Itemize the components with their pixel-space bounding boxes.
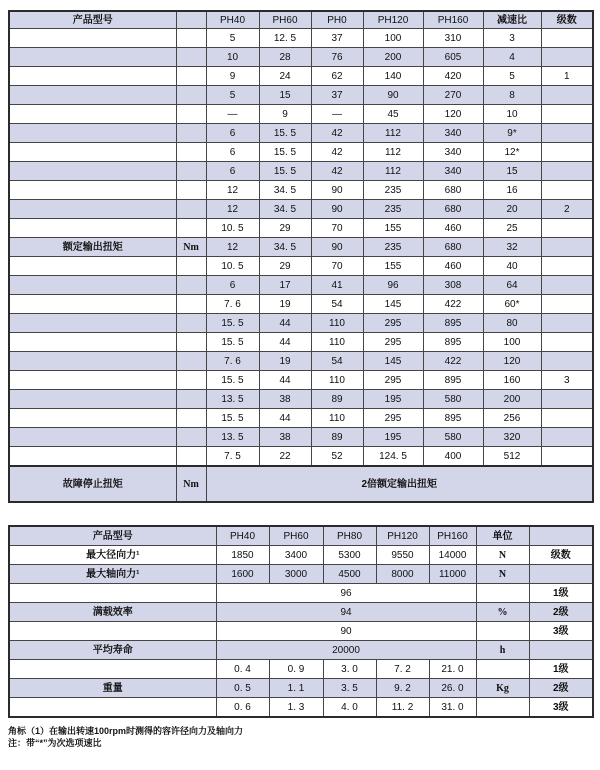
stage-cell <box>541 390 593 409</box>
value-cell: 17 <box>259 276 311 295</box>
value-cell: 605 <box>423 48 483 67</box>
value-cell: 308 <box>423 276 483 295</box>
value-cell: 34. 5 <box>259 200 311 219</box>
value-cell: 422 <box>423 352 483 371</box>
value-cell: 270 <box>423 86 483 105</box>
stage-cell <box>541 143 593 162</box>
value-cell: 54 <box>311 352 363 371</box>
value-cell: 13. 5 <box>206 428 259 447</box>
value-cell: 70 <box>311 257 363 276</box>
unit-cell <box>176 143 206 162</box>
stage-cell <box>541 447 593 467</box>
ratio-cell: 10 <box>483 105 541 124</box>
value-cell: 54 <box>311 295 363 314</box>
unit-cell <box>476 584 529 603</box>
value-cell: 6 <box>206 124 259 143</box>
stage-label-cell: 1级 <box>529 660 593 679</box>
unit-cell <box>176 257 206 276</box>
stage-cell <box>541 48 593 67</box>
row-group-label <box>9 295 176 314</box>
value-cell: 422 <box>423 295 483 314</box>
ratio-cell: 32 <box>483 238 541 257</box>
value-cell: 195 <box>363 390 423 409</box>
unit-cell <box>176 67 206 86</box>
value-cell: 15. 5 <box>206 333 259 352</box>
ratio-cell: 12* <box>483 143 541 162</box>
row-group-label <box>9 314 176 333</box>
ratio-cell: 256 <box>483 409 541 428</box>
value-cell: 155 <box>363 257 423 276</box>
ratio-cell: 8 <box>483 86 541 105</box>
value-cell: 0. 4 <box>216 660 269 679</box>
unit-cell <box>176 124 206 143</box>
value-cell: 112 <box>363 143 423 162</box>
row-group-label <box>9 276 176 295</box>
row-group-label: 额定输出扭矩 <box>9 238 176 257</box>
row-group-label <box>9 124 176 143</box>
value-cell: 460 <box>423 257 483 276</box>
column-header: PH160 <box>423 11 483 29</box>
value-cell: 7. 6 <box>206 352 259 371</box>
ratio-cell: 25 <box>483 219 541 238</box>
value-cell: 460 <box>423 219 483 238</box>
column-header: PH120 <box>376 526 429 546</box>
unit-cell <box>176 314 206 333</box>
value-cell: 12 <box>206 238 259 257</box>
value-cell: 124. 5 <box>363 447 423 467</box>
column-header: 单位 <box>476 526 529 546</box>
value-cell: 41 <box>311 276 363 295</box>
value-cell: 34. 5 <box>259 238 311 257</box>
value-cell: 90 <box>216 622 476 641</box>
row-group-label <box>9 390 176 409</box>
value-cell: 7. 6 <box>206 295 259 314</box>
row-group-label <box>9 29 176 48</box>
value-cell: 6 <box>206 143 259 162</box>
value-cell: 295 <box>363 371 423 390</box>
value-cell: 680 <box>423 200 483 219</box>
stage-cell <box>541 295 593 314</box>
value-cell: 9 <box>259 105 311 124</box>
value-cell: 680 <box>423 238 483 257</box>
unit-cell <box>176 48 206 67</box>
value-cell: 10. 5 <box>206 257 259 276</box>
row-group-label <box>9 181 176 200</box>
value-cell: 9550 <box>376 546 429 565</box>
value-cell: 6 <box>206 276 259 295</box>
value-cell: 110 <box>311 409 363 428</box>
value-cell: — <box>311 105 363 124</box>
value-cell: 21. 0 <box>429 660 476 679</box>
column-header: PH0 <box>311 11 363 29</box>
value-cell: 235 <box>363 200 423 219</box>
ratio-cell: 120 <box>483 352 541 371</box>
value-cell: 52 <box>311 447 363 467</box>
value-cell: 26. 0 <box>429 679 476 698</box>
value-cell: 90 <box>311 181 363 200</box>
ratio-cell: 3 <box>483 29 541 48</box>
value-cell: 295 <box>363 409 423 428</box>
unit-cell <box>176 352 206 371</box>
value-cell: 9. 2 <box>376 679 429 698</box>
value-cell: 10. 5 <box>206 219 259 238</box>
value-cell: 70 <box>311 219 363 238</box>
stage-cell <box>541 314 593 333</box>
value-cell: 895 <box>423 333 483 352</box>
row-group-label <box>9 200 176 219</box>
value-cell: 76 <box>311 48 363 67</box>
stage-cell: 3 <box>541 371 593 390</box>
product-model-header: 产品型号 <box>9 526 216 546</box>
value-cell: 112 <box>363 162 423 181</box>
stage-cell <box>541 428 593 447</box>
value-cell: 44 <box>259 333 311 352</box>
value-cell: 9 <box>206 67 259 86</box>
value-cell: 38 <box>259 428 311 447</box>
stage-cell <box>541 257 593 276</box>
value-cell: 42 <box>311 162 363 181</box>
value-cell: 96 <box>216 584 476 603</box>
value-cell: 15. 5 <box>206 314 259 333</box>
value-cell: 31. 0 <box>429 698 476 718</box>
value-cell: 580 <box>423 390 483 409</box>
value-cell: 120 <box>423 105 483 124</box>
value-cell: 145 <box>363 352 423 371</box>
value-cell: 5 <box>206 86 259 105</box>
value-cell: 420 <box>423 67 483 86</box>
row-label: 最大轴向力¹ <box>9 565 216 584</box>
unit-cell: N <box>476 546 529 565</box>
unit-cell <box>176 371 206 390</box>
value-cell: 19 <box>259 295 311 314</box>
stage-label-cell: 1级 <box>529 584 593 603</box>
value-cell: 12 <box>206 181 259 200</box>
value-cell: 37 <box>311 86 363 105</box>
spec-sheet-page <box>8 10 592 749</box>
unit-cell <box>176 200 206 219</box>
value-cell: 235 <box>363 181 423 200</box>
unit-cell <box>176 295 206 314</box>
value-cell: 0. 9 <box>269 660 323 679</box>
footnote-asterisk: 注：带“*”为次选项速比 <box>8 738 102 748</box>
ratio-cell: 512 <box>483 447 541 467</box>
value-cell: 62 <box>311 67 363 86</box>
ratio-cell: 15 <box>483 162 541 181</box>
unit-cell: N <box>476 565 529 584</box>
value-cell: 44 <box>259 314 311 333</box>
row-group-label: 满载效率 <box>9 603 216 622</box>
value-cell: 44 <box>259 371 311 390</box>
unit-cell <box>176 29 206 48</box>
unit-cell <box>176 86 206 105</box>
row-group-label <box>9 352 176 371</box>
stage-cell <box>541 333 593 352</box>
value-cell: 895 <box>423 314 483 333</box>
value-cell: 15 <box>259 86 311 105</box>
row-group-label <box>9 660 216 679</box>
value-cell: 14000 <box>429 546 476 565</box>
stage-cell: 1 <box>541 67 593 86</box>
row-group-label <box>9 371 176 390</box>
stage-cell <box>541 238 593 257</box>
value-cell: — <box>206 105 259 124</box>
value-cell: 15. 5 <box>259 162 311 181</box>
value-cell: 340 <box>423 124 483 143</box>
value-cell: 3000 <box>269 565 323 584</box>
ratio-cell: 5 <box>483 67 541 86</box>
unit-cell <box>176 428 206 447</box>
value-cell: 295 <box>363 333 423 352</box>
unit-cell <box>176 105 206 124</box>
stage-cell <box>541 29 593 48</box>
value-cell: 28 <box>259 48 311 67</box>
column-header: PH60 <box>269 526 323 546</box>
unit-cell <box>176 447 206 467</box>
value-cell: 15. 5 <box>259 143 311 162</box>
value-cell: 89 <box>311 390 363 409</box>
value-cell: 4500 <box>323 565 376 584</box>
row-group-label <box>9 86 176 105</box>
stage-cell <box>541 86 593 105</box>
value-cell: 15. 5 <box>206 371 259 390</box>
footer-unit: Nm <box>176 466 206 502</box>
row-group-label <box>9 67 176 86</box>
value-cell: 680 <box>423 181 483 200</box>
unit-cell <box>176 333 206 352</box>
value-cell: 1. 1 <box>269 679 323 698</box>
column-header: 减速比 <box>483 11 541 29</box>
stage-cell <box>541 409 593 428</box>
value-cell: 5300 <box>323 546 376 565</box>
value-cell: 42 <box>311 143 363 162</box>
ratio-cell: 4 <box>483 48 541 67</box>
value-cell: 340 <box>423 162 483 181</box>
value-cell: 155 <box>363 219 423 238</box>
capacity-table <box>8 525 594 718</box>
value-cell: 112 <box>363 124 423 143</box>
row-group-label <box>9 447 176 467</box>
row-group-label <box>9 143 176 162</box>
stage-label-cell: 2级 <box>529 603 593 622</box>
row-group-label: 重量 <box>9 679 216 698</box>
value-cell: 22 <box>259 447 311 467</box>
unit-cell <box>176 181 206 200</box>
value-cell: 12. 5 <box>259 29 311 48</box>
stage-cell <box>541 162 593 181</box>
value-cell: 19 <box>259 352 311 371</box>
stage-label-cell: 3级 <box>529 622 593 641</box>
ratio-cell: 200 <box>483 390 541 409</box>
stage-cell <box>541 124 593 143</box>
value-cell: 44 <box>259 409 311 428</box>
value-cell: 8000 <box>376 565 429 584</box>
value-cell: 195 <box>363 428 423 447</box>
value-cell: 400 <box>423 447 483 467</box>
value-cell: 29 <box>259 257 311 276</box>
unit-cell: Nm <box>176 238 206 257</box>
value-cell: 310 <box>423 29 483 48</box>
value-cell: 235 <box>363 238 423 257</box>
row-group-label <box>9 428 176 447</box>
value-cell: 0. 5 <box>216 679 269 698</box>
stage-cell: 2 <box>541 200 593 219</box>
value-cell: 200 <box>363 48 423 67</box>
stage-cell <box>541 276 593 295</box>
ratio-cell: 20 <box>483 200 541 219</box>
value-cell: 90 <box>311 238 363 257</box>
row-label: 最大径向力¹ <box>9 546 216 565</box>
value-cell: 5 <box>206 29 259 48</box>
value-cell: 110 <box>311 371 363 390</box>
stage-label-cell: 级数 <box>529 546 593 565</box>
value-cell: 4. 0 <box>323 698 376 718</box>
value-cell: 89 <box>311 428 363 447</box>
value-cell: 3400 <box>269 546 323 565</box>
value-cell: 110 <box>311 333 363 352</box>
value-cell: 895 <box>423 409 483 428</box>
unit-cell <box>476 660 529 679</box>
ratio-cell: 100 <box>483 333 541 352</box>
row-group-label <box>9 333 176 352</box>
ratio-cell: 9* <box>483 124 541 143</box>
unit-cell <box>476 698 529 718</box>
value-cell: 100 <box>363 29 423 48</box>
value-cell: 13. 5 <box>206 390 259 409</box>
value-cell: 15. 5 <box>259 124 311 143</box>
ratio-cell: 80 <box>483 314 541 333</box>
ratio-cell: 320 <box>483 428 541 447</box>
footnotes <box>8 725 592 749</box>
ratio-cell: 40 <box>483 257 541 276</box>
value-cell: 90 <box>363 86 423 105</box>
unit-cell <box>176 409 206 428</box>
stage-cell <box>541 181 593 200</box>
footer-label: 故障停止扭矩 <box>9 466 176 502</box>
value-cell: 1850 <box>216 546 269 565</box>
row-group-label <box>9 162 176 181</box>
column-header <box>176 11 206 29</box>
value-cell: 90 <box>311 200 363 219</box>
product-model-header: 产品型号 <box>9 11 176 29</box>
value-cell: 34. 5 <box>259 181 311 200</box>
stage-cell <box>541 105 593 124</box>
value-cell: 145 <box>363 295 423 314</box>
row-group-label <box>9 622 216 641</box>
row-group-label <box>9 409 176 428</box>
stage-label-cell: 2级 <box>529 679 593 698</box>
stage-cell <box>541 219 593 238</box>
column-header: PH60 <box>259 11 311 29</box>
value-cell: 3. 0 <box>323 660 376 679</box>
column-header: PH40 <box>216 526 269 546</box>
value-cell: 24 <box>259 67 311 86</box>
ratio-cell: 60* <box>483 295 541 314</box>
value-cell: 42 <box>311 124 363 143</box>
unit-cell <box>176 390 206 409</box>
value-cell: 11000 <box>429 565 476 584</box>
value-cell: 1600 <box>216 565 269 584</box>
unit-cell <box>176 162 206 181</box>
ratio-cell: 64 <box>483 276 541 295</box>
stage-label-cell: 3级 <box>529 698 593 718</box>
value-cell: 6 <box>206 162 259 181</box>
unit-cell <box>476 622 529 641</box>
value-cell: 10 <box>206 48 259 67</box>
value-cell: 295 <box>363 314 423 333</box>
rated-torque-table <box>8 10 594 503</box>
value-cell: 580 <box>423 428 483 447</box>
column-header: PH80 <box>323 526 376 546</box>
value-cell: 0. 6 <box>216 698 269 718</box>
value-cell: 110 <box>311 314 363 333</box>
ratio-cell: 16 <box>483 181 541 200</box>
value-cell: 12 <box>206 200 259 219</box>
row-group-label <box>9 584 216 603</box>
value-cell: 15. 5 <box>206 409 259 428</box>
column-header: PH160 <box>429 526 476 546</box>
stage-label-cell <box>529 565 593 584</box>
value-cell: 45 <box>363 105 423 124</box>
unit-cell: h <box>476 641 529 660</box>
stage-label-cell <box>529 641 593 660</box>
value-cell: 340 <box>423 143 483 162</box>
column-header <box>529 526 593 546</box>
stage-cell <box>541 352 593 371</box>
value-cell: 1. 3 <box>269 698 323 718</box>
unit-cell: Kg <box>476 679 529 698</box>
value-cell: 96 <box>363 276 423 295</box>
value-cell: 3. 5 <box>323 679 376 698</box>
row-group-label <box>9 48 176 67</box>
value-cell: 7. 2 <box>376 660 429 679</box>
value-cell: 94 <box>216 603 476 622</box>
value-cell: 29 <box>259 219 311 238</box>
footnote-radial-axial: 角标（1）在输出转速100rpm时测得的容许径向力及轴向力 <box>8 726 244 736</box>
value-cell: 7. 5 <box>206 447 259 467</box>
value-cell: 37 <box>311 29 363 48</box>
unit-cell: % <box>476 603 529 622</box>
unit-cell <box>176 276 206 295</box>
row-group-label <box>9 698 216 718</box>
row-group-label <box>9 219 176 238</box>
row-group-label <box>9 257 176 276</box>
footer-value: 2倍额定输出扭矩 <box>206 466 593 502</box>
value-cell: 895 <box>423 371 483 390</box>
row-group-label <box>9 105 176 124</box>
column-header: 级数 <box>541 11 593 29</box>
unit-cell <box>176 219 206 238</box>
ratio-cell: 160 <box>483 371 541 390</box>
value-cell: 11. 2 <box>376 698 429 718</box>
value-cell: 20000 <box>216 641 476 660</box>
row-label: 平均寿命 <box>9 641 216 660</box>
value-cell: 38 <box>259 390 311 409</box>
column-header: PH120 <box>363 11 423 29</box>
value-cell: 140 <box>363 67 423 86</box>
column-header: PH40 <box>206 11 259 29</box>
